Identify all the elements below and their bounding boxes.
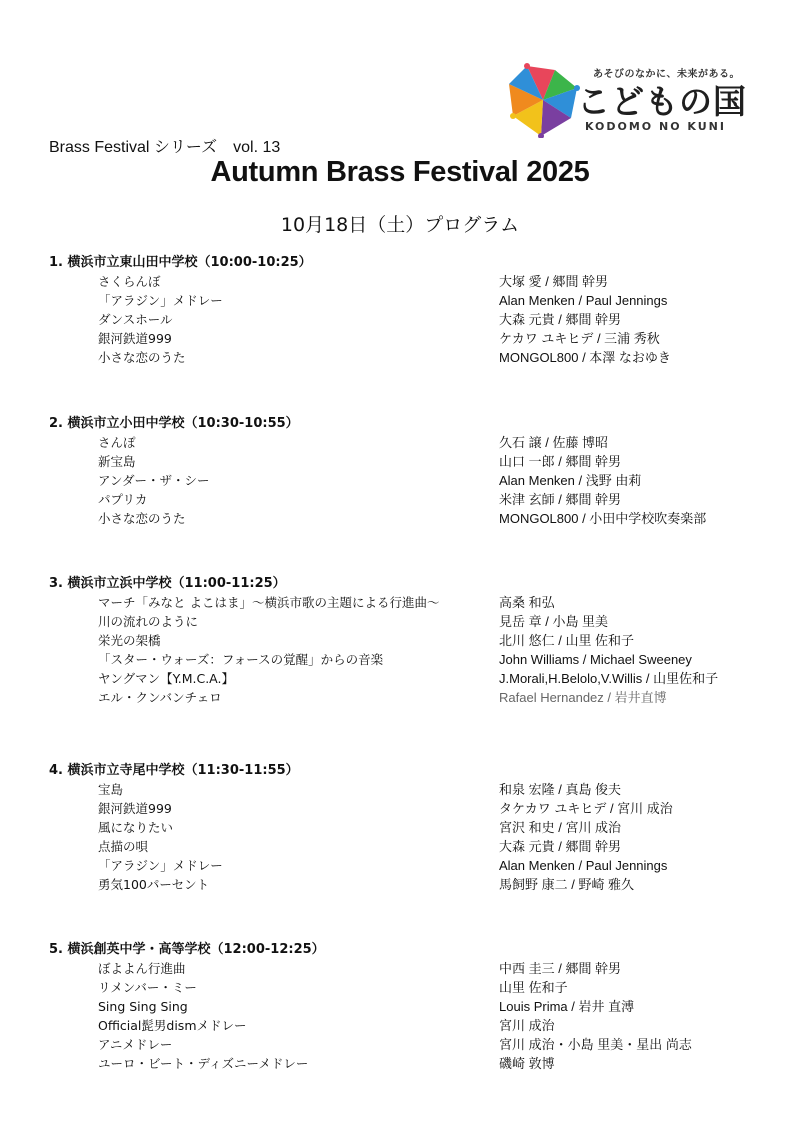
program-item <box>49 959 769 978</box>
program-item <box>49 875 769 894</box>
piece-title: 銀河鉄道999 <box>98 331 172 346</box>
program-item <box>49 631 769 650</box>
program-item <box>49 593 769 612</box>
program-item <box>49 490 769 509</box>
section-heading: 5. 横浜創英中学・高等学校（12:00-12:25） <box>49 942 325 957</box>
program-item <box>49 856 769 875</box>
program-section-5 <box>49 940 769 1073</box>
piece-credit: MONGOL800 / 小田中学校吹奏楽部 <box>499 511 707 526</box>
program-item <box>49 997 769 1016</box>
piece-title: リメンバー・ミー <box>98 980 197 995</box>
piece-title: 栄光の架橋 <box>98 633 161 648</box>
program-item <box>49 329 769 348</box>
piece-title: 小さな恋のうた <box>98 511 186 526</box>
piece-title: さくらんぼ <box>98 274 161 289</box>
piece-credit: John Williams / Michael Sweeney <box>499 652 692 667</box>
piece-title: Official髭男dismメドレー <box>98 1018 247 1033</box>
piece-title: 「アラジン」メドレー <box>98 293 223 308</box>
piece-credit: 宮川 成治・小島 里美・星出 尚志 <box>499 1037 692 1052</box>
program-item <box>49 612 769 631</box>
piece-credit: 山口 一郎 / 郷間 幹男 <box>499 454 622 469</box>
program-item <box>49 310 769 329</box>
piece-title: 「アラジン」メドレー <box>98 858 223 873</box>
piece-title: Sing Sing Sing <box>98 999 188 1014</box>
piece-title: 川の流れのように <box>98 614 199 629</box>
piece-title: ヤングマン【Y.M.C.A.】 <box>98 671 234 686</box>
series-label: Brass Festival シリーズ vol. 13 <box>49 139 281 156</box>
piece-credit: Louis Prima / 岩井 直溥 <box>499 999 635 1014</box>
piece-title: 「スター・ウォーズ：フォースの覚醒」からの音楽 <box>98 652 384 667</box>
piece-credit: 磯崎 敦博 <box>499 1056 555 1071</box>
program-item <box>49 452 769 471</box>
piece-credit: MONGOL800 / 本澤 なおゆき <box>499 350 671 365</box>
piece-credit: Alan Menken / Paul Jennings <box>499 858 668 873</box>
program-section-1 <box>49 253 769 367</box>
piece-credit: 馬飼野 康二 / 野崎 雅久 <box>499 877 635 892</box>
program-item <box>49 272 769 291</box>
piece-credit: 高桑 和弘 <box>499 595 555 610</box>
piece-credit: 和泉 宏隆 / 真島 俊夫 <box>499 782 622 797</box>
piece-credit: タケカワ ユキヒデ / 宮川 成治 <box>499 801 673 816</box>
program-item <box>49 978 769 997</box>
piece-title: 点描の唄 <box>98 839 149 854</box>
piece-credit: 宮沢 和史 / 宮川 成治 <box>499 820 622 835</box>
program-item <box>49 669 769 688</box>
piece-title: パプリカ <box>98 492 148 507</box>
program-item <box>49 1016 769 1035</box>
piece-title: 小さな恋のうた <box>98 350 186 365</box>
logo-subbrand: KODOMO NO KUNI <box>585 120 726 133</box>
piece-credit: 大森 元貴 / 郷間 幹男 <box>499 312 622 327</box>
section-heading: 1. 横浜市立東山田中学校（10:00-10:25） <box>49 255 312 270</box>
program-item <box>49 509 769 528</box>
piece-credit: 大森 元貴 / 郷間 幹男 <box>499 839 622 854</box>
piece-credit: J.Morali,H.Belolo,V.Willis / 山里佐和子 <box>499 671 719 686</box>
piece-credit: 大塚 愛 / 郷間 幹男 <box>499 274 609 289</box>
piece-title: 勇気100パーセント <box>98 877 210 892</box>
program-item <box>49 780 769 799</box>
piece-title: マーチ「みなと よこはま」～横浜市歌の主題による行進曲～ <box>98 595 440 610</box>
piece-credit: 見岳 章 / 小島 里美 <box>499 614 609 629</box>
piece-credit: ケカワ ユキヒデ / 三浦 秀秋 <box>499 331 660 346</box>
section-heading: 2. 横浜市立小田中学校（10:30-10:55） <box>49 416 299 431</box>
program-item <box>49 688 769 707</box>
program-item <box>49 799 769 818</box>
piece-title: ダンスホール <box>98 312 173 327</box>
piece-title: 銀河鉄道999 <box>98 801 172 816</box>
program-section-3 <box>49 574 769 707</box>
piece-credit: 久石 譲 / 佐藤 博昭 <box>499 435 609 450</box>
program-section-2 <box>49 414 769 528</box>
program-item <box>49 291 769 310</box>
logo-tagline: あそびのなかに、未来がある。 <box>593 69 740 80</box>
piece-credit: 宮川 成治 <box>499 1018 555 1033</box>
kodomo-no-kuni-logo <box>505 62 765 138</box>
piece-title: アンダー・ザ・シー <box>98 473 210 488</box>
piece-credit: Rafael Hernandez / 岩井直博 <box>499 690 667 705</box>
program-item <box>49 1035 769 1054</box>
program-item <box>49 471 769 490</box>
piece-credit: 北川 悠仁 / 山里 佐和子 <box>499 633 635 648</box>
program-item <box>49 818 769 837</box>
logo-mark-icon <box>505 62 581 138</box>
piece-title: 宝島 <box>98 782 124 797</box>
piece-title: ぼよよん行進曲 <box>98 961 186 976</box>
program-item <box>49 837 769 856</box>
section-heading: 3. 横浜市立浜中学校（11:00-11:25） <box>49 576 286 591</box>
program-item <box>49 433 769 452</box>
program-date: 10月18日（土）プログラム <box>280 214 520 236</box>
piece-credit: Alan Menken / Paul Jennings <box>499 293 668 308</box>
piece-credit: 山里 佐和子 <box>499 980 568 995</box>
program-item <box>49 650 769 669</box>
piece-title: アニメドレー <box>98 1037 173 1052</box>
piece-title: 風になりたい <box>98 820 174 835</box>
page-title: Autumn Brass Festival 2025 <box>210 156 590 188</box>
piece-title: さんぽ <box>98 435 136 450</box>
program-item <box>49 1054 769 1073</box>
logo-wordmark: こどもの国 <box>577 82 747 121</box>
program-item <box>49 348 769 367</box>
piece-credit: 米津 玄師 / 郷間 幹男 <box>499 492 622 507</box>
program-section-4 <box>49 761 769 894</box>
section-heading: 4. 横浜市立寺尾中学校（11:30-11:55） <box>49 763 299 778</box>
piece-title: 新宝島 <box>98 454 136 469</box>
piece-credit: Alan Menken / 浅野 由莉 <box>499 473 642 488</box>
piece-title: エル・クンバンチェロ <box>98 690 222 705</box>
piece-credit: 中西 圭三 / 郷間 幹男 <box>499 961 622 976</box>
piece-title: ユーロ・ビート・ディズニーメドレー <box>98 1056 309 1071</box>
